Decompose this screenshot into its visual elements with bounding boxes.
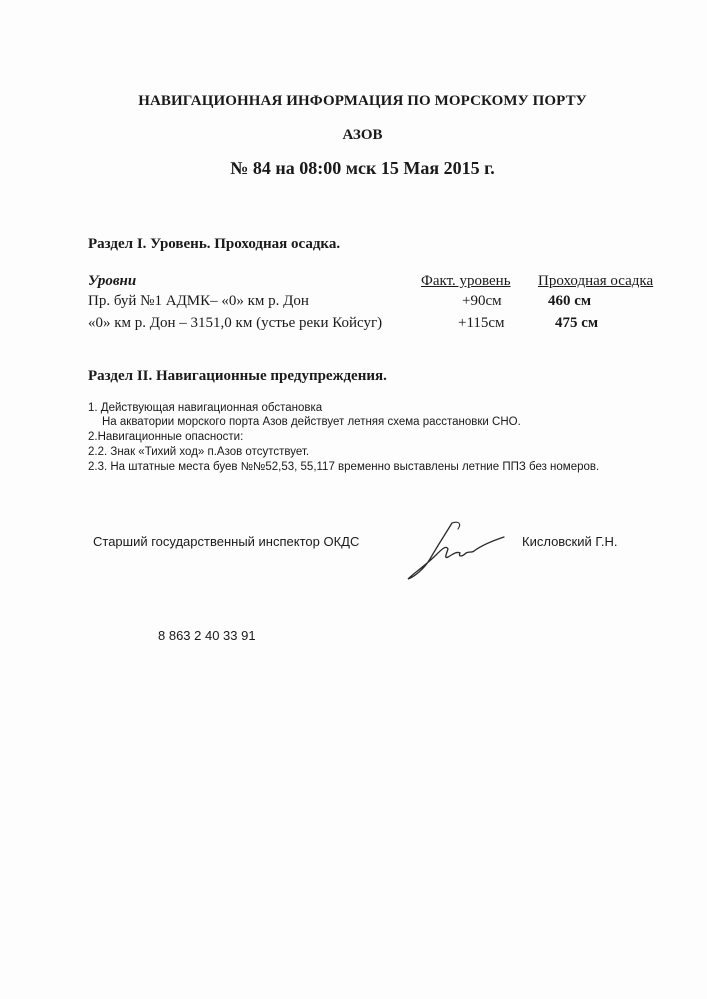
phone-number: 8 863 2 40 33 91 (158, 628, 256, 643)
warning-item: 1. Действующая навигационная обстановка (88, 402, 323, 414)
section2-title: Раздел II. Навигационные предупреждения. (88, 368, 387, 384)
levels-column-header: Уровни (88, 273, 137, 289)
warning-item: 2.2. Знак «Тихий ход» п.Азов отсутствует. (88, 446, 310, 458)
level-row-fact: +90см (462, 293, 502, 309)
warning-item: 2.3. На штатные места буев №№52,53, 55,117 временно выставлены летние ППЗ без номеров. (88, 461, 600, 473)
level-row-fact: +115см (458, 315, 505, 331)
warning-item: На акватории морского порта Азов действует летняя схема расстановки СНО. (102, 416, 521, 428)
level-row-place: «0» км р. Дон – 3151,0 км (устье реки Койсуг) (88, 315, 383, 331)
draft-column-header: Проходная осадка (538, 273, 654, 289)
warning-item: 2.Навигационные опасности: (88, 431, 244, 443)
level-row-place: Пр. буй №1 АДМК– «0» км р. Дон (88, 293, 309, 309)
signer-name: Кисловский Г.Н. (522, 534, 618, 549)
document-title: НАВИГАЦИОННАЯ ИНФОРМАЦИЯ ПО МОРСКОМУ ПОРТУ (138, 93, 587, 109)
issue-line: № 84 на 08:00 мск 15 Мая 2015 г. (230, 158, 495, 178)
level-row-draft: 460 см (548, 293, 592, 309)
port-name: АЗОВ (342, 127, 383, 143)
handwritten-signature (400, 515, 510, 585)
signer-role: Старший государственный инспектор ОКДС (93, 534, 360, 549)
section1-title: Раздел I. Уровень. Проходная осадка. (88, 236, 341, 252)
level-row-draft: 475 см (555, 315, 599, 331)
fact-level-column-header: Факт. уровень (421, 273, 511, 289)
